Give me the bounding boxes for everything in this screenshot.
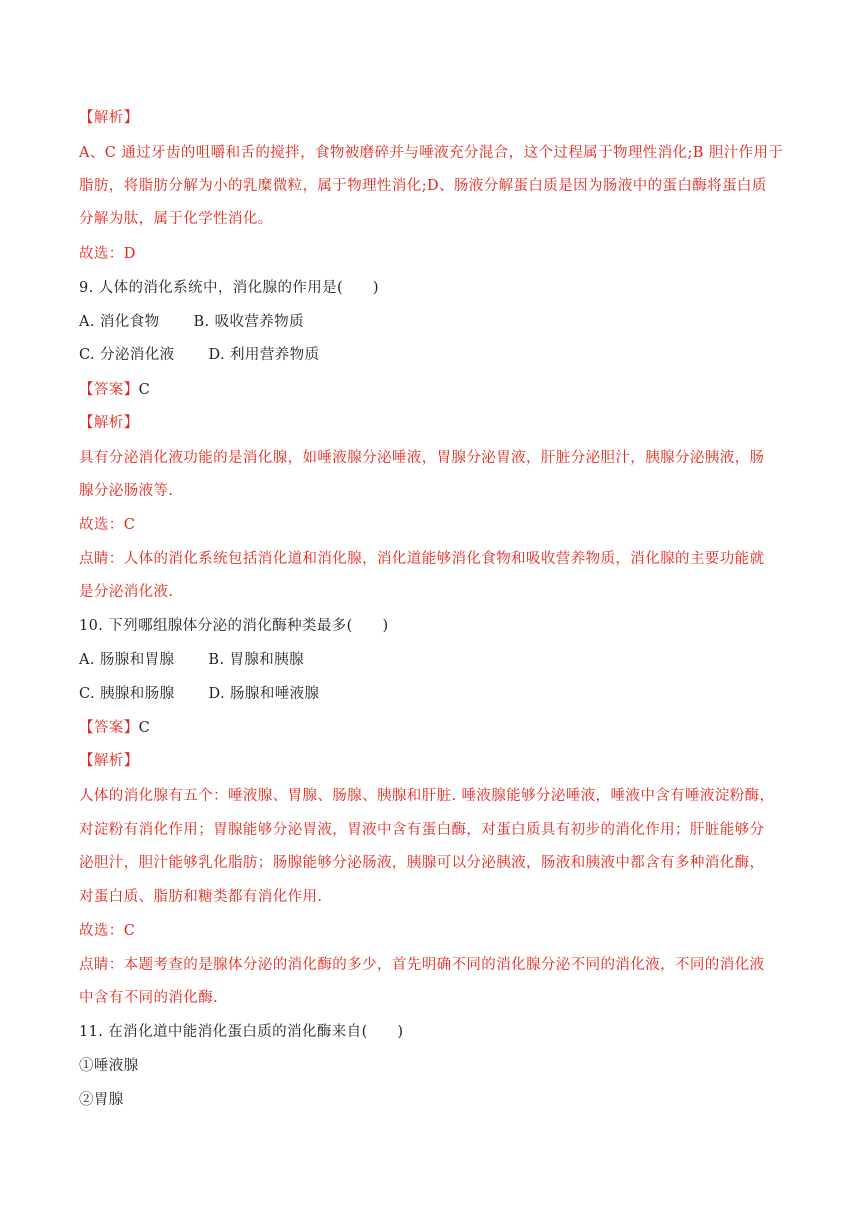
- q9-answer-value: C: [138, 382, 151, 398]
- q10-options-row-2: [79, 684, 784, 704]
- q10-answer-value: C: [138, 720, 151, 736]
- q11-item-1: ①唾液腺: [79, 1058, 139, 1074]
- q8-analysis-line-3: 分解为肽，属于化学性消化。: [79, 211, 273, 227]
- q10-answer-tag: 【答案】: [79, 720, 139, 736]
- q8-analysis-tag: 【解析】: [79, 110, 139, 126]
- q10-option-c: C. 胰腺和肠腺: [79, 686, 175, 702]
- q9-option-b: B. 吸收营养物质: [193, 314, 304, 330]
- q10-comment-line-1: 点睛：本题考查的是腺体分泌的消化酶的多少，首先明确不同的消化腺分泌不同的消化液，不同的消化液: [79, 957, 765, 973]
- q10-conclusion: 故选：C: [79, 923, 136, 939]
- q10-comment-line-2: 中含有不同的消化酶.: [79, 990, 219, 1006]
- q9-option-a: A. 消化食物: [79, 314, 160, 330]
- q10-stem: 10. 下列哪组腺体分泌的消化酶种类最多( ): [79, 618, 389, 634]
- q10-option-a: A. 肠腺和胃腺: [79, 652, 175, 668]
- q10-analysis-line-2: 对淀粉有消化作用；胃腺能够分泌胃液，胃液中含有蛋白酶，对蛋白质具有初步的消化作用；肝脏能够分: [79, 822, 765, 838]
- q9-analysis-line-1: 具有分泌消化液功能的是消化腺，如唾液腺分泌唾液，胃腺分泌胃液，肝脏分泌胆汁，胰腺分泌胰液，肠: [79, 450, 765, 466]
- q9-stem: 9. 人体的消化系统中，消化腺的作用是( ): [79, 280, 379, 296]
- q8-analysis-line-2: 脂肪，将脂肪分解为小的乳糜微粒，属于物理性消化;D、肠液分解蛋白质是因为肠液中的蛋白酶将蛋白质: [79, 178, 767, 194]
- q10-analysis-line-4: 对蛋白质、脂肪和糖类都有消化作用.: [79, 889, 323, 905]
- q10-answer: [79, 718, 784, 738]
- q10-option-b: B. 胃腺和胰腺: [208, 652, 304, 668]
- q10-option-d: D. 肠腺和唾液腺: [208, 686, 320, 702]
- q9-analysis-tag: 【解析】: [79, 415, 139, 431]
- q10-analysis-line-3: 泌胆汁，胆汁能够乳化脂肪；肠腺能够分泌肠液，胰腺可以分泌胰液，肠液和胰液中都含有多种消化酶，: [79, 855, 765, 871]
- q8-analysis-line-1: A、C 通过牙齿的咀嚼和舌的搅拌，食物被磨碎并与唾液充分混合，这个过程属于物理性消化;B 胆汁作用于: [79, 145, 784, 161]
- q9-answer: [79, 380, 784, 400]
- q9-conclusion: 故选：C: [79, 517, 136, 533]
- q10-options-row-1: [79, 650, 784, 670]
- q9-option-c: C. 分泌消化液: [79, 347, 175, 363]
- q10-analysis-line-1: 人体的消化腺有五个：唾液腺、胃腺、肠腺、胰腺和肝脏. 唾液腺能够分泌唾液，唾液中含有唾液淀粉酶，: [79, 788, 775, 804]
- q9-analysis-line-2: 腺分泌肠液等.: [79, 483, 174, 499]
- q9-option-d: D. 利用营养物质: [208, 347, 320, 363]
- q8-conclusion: 故选：D: [79, 246, 136, 262]
- q9-comment-line-1: 点睛：人体的消化系统包括消化道和消化腺，消化道能够消化食物和吸收营养物质，消化腺的主要功能就: [79, 551, 765, 567]
- q9-answer-tag: 【答案】: [79, 382, 139, 398]
- q11-item-2: ②胃腺: [79, 1092, 124, 1108]
- q10-analysis-tag: 【解析】: [79, 753, 139, 769]
- q9-options-row-2: [79, 345, 784, 365]
- q11-stem: 11. 在消化道中能消化蛋白质的消化酶来自( ): [79, 1024, 404, 1040]
- q9-options-row-1: [79, 312, 784, 332]
- q9-comment-line-2: 是分泌消化液.: [79, 584, 174, 600]
